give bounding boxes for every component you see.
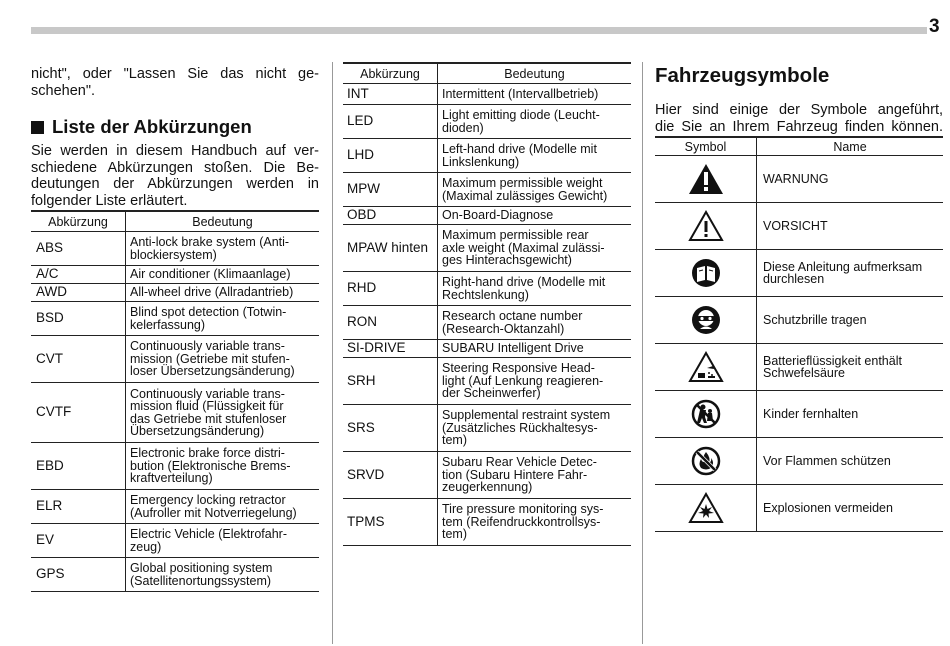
meaning-cell — [438, 499, 632, 546]
abbr-cell: AWD — [31, 284, 126, 302]
table-row — [31, 336, 319, 383]
meaning-cell — [438, 405, 632, 452]
table-row — [343, 225, 631, 272]
meaning-line: Light emitting diode (Leucht- — [442, 108, 600, 122]
table-row — [31, 232, 319, 266]
meaning-line: (Zusätzliches Rückhaltesys- — [442, 420, 598, 435]
abbr-cell: GPS — [31, 558, 126, 592]
abbr-cell: EV — [31, 524, 126, 558]
meaning-line: Continuously variable trans- — [130, 386, 285, 401]
abbr-intro-paragraph: Sie werden in diesem Handbuch auf ver- schiedene Abkürzungen stoßen. Die Be- deutungen der Abkürzungen werden in folgender Liste erläutert. — [31, 143, 319, 209]
table-row — [343, 405, 631, 452]
meaning-line: (Satellitenortungssystem) — [130, 573, 272, 588]
meaning-line: bution (Elektronische Brems- — [130, 458, 291, 473]
meaning-line: der Scheinwerfer) — [442, 386, 541, 401]
symbol-name-cell — [757, 485, 944, 532]
meaning-line: light (Auf Lenkung reagieren- — [442, 373, 604, 388]
symbols-heading: Fahrzeugsymbole — [655, 64, 830, 87]
meaning-cell — [438, 139, 632, 173]
meaning-cell — [126, 232, 320, 266]
meaning-line: Subaru Rear Vehicle Detec- — [442, 455, 597, 470]
meaning-line: Maximum permissible rear — [442, 228, 589, 243]
name-header: Name — [757, 137, 944, 156]
symbol-name-cell — [757, 297, 944, 344]
table-row — [343, 358, 631, 405]
meaning-cell — [126, 383, 320, 443]
meaning-line: Continuously variable trans- — [130, 339, 285, 354]
symbol-name-cell — [757, 156, 944, 203]
warning-filled-icon — [655, 156, 757, 203]
meaning-cell — [126, 302, 320, 336]
table-row — [31, 302, 319, 336]
meaning-line: Steering Responsive Head- — [442, 361, 595, 376]
meaning-line: Left-hand drive (Modelle mit — [442, 142, 597, 156]
abbr-cell: BSD — [31, 302, 126, 336]
abbr-cell: SRVD — [343, 452, 438, 499]
symbols-intro-paragraph: Hier sind einige der Symbole angeführt, die Sie an Ihrem Fahrzeug finden können. — [655, 102, 943, 135]
abbr-cell: LHD — [343, 139, 438, 173]
column-2 — [343, 62, 631, 546]
page-number: 3 — [929, 16, 940, 37]
symbol-name-line: Schwefelsäure — [763, 366, 845, 380]
symbol-name-line: Batterieflüssigkeit enthält — [763, 353, 902, 368]
abbr-cell: INT — [343, 84, 438, 105]
symbol-header: Symbol — [655, 137, 757, 156]
heading-square-icon — [31, 121, 44, 134]
meaning-line: On-Board-Diagnose — [442, 208, 554, 223]
abbr-cell: OBD — [343, 207, 438, 225]
no-flames-icon — [655, 438, 757, 485]
table-row — [343, 340, 631, 358]
table-row — [31, 490, 319, 524]
meaning-line: das Getriebe mit stufenloser — [130, 411, 287, 426]
explosion-icon — [655, 485, 757, 532]
symbol-row — [655, 344, 943, 391]
column-1 — [31, 66, 319, 592]
table-row — [343, 173, 631, 207]
abbr-cell: A/C — [31, 266, 126, 284]
read-manual-icon — [655, 250, 757, 297]
abbr-cell: EBD — [31, 443, 126, 490]
column-3 — [655, 64, 943, 532]
meaning-line: kelerfassung) — [130, 317, 206, 332]
meaning-header: Bedeutung — [438, 63, 632, 84]
symbol-name-line: durchlesen — [763, 272, 825, 286]
intro-paragraph: nicht", oder "Lassen Sie das nicht ge- schehen". — [31, 66, 319, 99]
meaning-cell — [438, 207, 632, 225]
abbr-cell: SI-DRIVE — [343, 340, 438, 358]
header-rule — [31, 27, 927, 34]
symbol-name-line: Diese Anleitung aufmerksam — [763, 259, 923, 274]
meaning-line: (Aufroller mit Notverriegelung) — [130, 505, 297, 520]
symbol-name-line: WARNUNG — [763, 171, 829, 186]
meaning-line: Rechtslenkung) — [442, 287, 529, 302]
safety-goggles-icon — [655, 297, 757, 344]
meaning-cell — [438, 452, 632, 499]
meaning-line: tion (Subaru Hintere Fahr- — [442, 467, 588, 482]
abbr-cell: MPW — [343, 173, 438, 207]
symbol-name-cell — [757, 344, 944, 391]
abbr-cell: CVTF — [31, 383, 126, 443]
meaning-line: tem (Reifendruckkontrollsys- — [442, 514, 601, 529]
abbr-header: Abkürzung — [343, 63, 438, 84]
meaning-line: (Maximal zulässiges Gewicht) — [442, 188, 608, 203]
table-row — [31, 524, 319, 558]
abbr-section-heading: Liste der Abkürzungen — [31, 116, 319, 138]
meaning-line: Global positioning system — [130, 561, 273, 575]
column-divider-1 — [332, 62, 333, 644]
table-row — [343, 139, 631, 173]
meaning-line: kraftverteilung) — [130, 471, 213, 486]
symbol-name-cell — [757, 250, 944, 297]
table-row — [31, 284, 319, 302]
meaning-line: tem) — [442, 527, 467, 542]
keep-children-away-icon — [655, 391, 757, 438]
abbr-cell: ABS — [31, 232, 126, 266]
meaning-line: loser Übersetzungsänderung) — [130, 364, 295, 379]
symbol-row — [655, 391, 943, 438]
meaning-line: Air conditioner (Klimaanlage) — [130, 267, 291, 282]
symbol-name-line: VORSICHT — [763, 218, 828, 233]
meaning-line: zeug) — [130, 539, 162, 554]
meaning-line: Übersetzungsänderung) — [130, 424, 265, 438]
abbreviation-table-2 — [343, 62, 631, 546]
abbr-cell: SRS — [343, 405, 438, 452]
symbol-name-line: Schutzbrille tragen — [763, 312, 867, 327]
symbol-name-cell — [757, 203, 944, 250]
symbols-table — [655, 136, 943, 532]
meaning-line: All-wheel drive (Allradantrieb) — [130, 285, 294, 300]
abbreviation-table-1 — [31, 210, 319, 592]
meaning-cell — [438, 306, 632, 340]
meaning-line: Electric Vehicle (Elektrofahr- — [130, 527, 288, 541]
abbr-cell: SRH — [343, 358, 438, 405]
table-row — [31, 558, 319, 592]
meaning-line: Supplemental restraint system — [442, 408, 611, 423]
meaning-cell — [126, 524, 320, 558]
symbol-name-cell — [757, 438, 944, 485]
meaning-line: Research octane number — [442, 309, 583, 323]
table-row — [31, 266, 319, 284]
meaning-cell — [438, 84, 632, 105]
meaning-cell — [438, 340, 632, 358]
meaning-header: Bedeutung — [126, 211, 320, 232]
meaning-line: Emergency locking retractor — [130, 493, 286, 507]
table-row — [343, 105, 631, 139]
abbr-cell: MPAW hinten — [343, 225, 438, 272]
table-row — [343, 272, 631, 306]
battery-acid-icon — [655, 344, 757, 391]
table-row — [343, 452, 631, 499]
symbol-row — [655, 438, 943, 485]
symbol-row — [655, 485, 943, 532]
abbr-cell: RON — [343, 306, 438, 340]
symbol-row — [655, 203, 943, 250]
meaning-line: ges Hinterachsgewicht) — [442, 253, 572, 268]
symbol-name-line: Vor Flammen schützen — [763, 453, 891, 468]
meaning-cell — [126, 266, 320, 284]
column-divider-2 — [642, 62, 643, 644]
meaning-cell — [126, 284, 320, 302]
meaning-line: Blind spot detection (Totwin- — [130, 305, 287, 319]
meaning-cell — [126, 443, 320, 490]
table-row — [343, 207, 631, 225]
meaning-line: dioden) — [442, 120, 484, 135]
meaning-line: zeugerkennung) — [442, 480, 533, 495]
meaning-line: Right-hand drive (Modelle mit — [442, 275, 606, 289]
symbol-row — [655, 297, 943, 344]
meaning-line: axle weight (Maximal zulässi- — [442, 240, 605, 255]
meaning-cell — [438, 358, 632, 405]
symbol-row — [655, 156, 943, 203]
meaning-line: Anti-lock brake system (Anti- — [130, 235, 290, 249]
meaning-cell — [438, 105, 632, 139]
meaning-line: Maximum permissible weight — [442, 176, 603, 190]
abbr-cell: ELR — [31, 490, 126, 524]
meaning-cell — [126, 490, 320, 524]
table-row — [343, 84, 631, 105]
symbol-row — [655, 250, 943, 297]
meaning-cell — [438, 225, 632, 272]
abbr-cell: TPMS — [343, 499, 438, 546]
meaning-line: (Research-Oktanzahl) — [442, 321, 565, 336]
meaning-line: Tire pressure monitoring sys- — [442, 502, 604, 517]
meaning-line: Electronic brake force distri- — [130, 446, 285, 461]
meaning-line: Linkslenkung) — [442, 154, 520, 169]
meaning-line: blockiersystem) — [130, 247, 217, 262]
table-row — [343, 499, 631, 546]
meaning-line: mission (Getriebe mit stufen- — [130, 351, 290, 366]
table-row — [31, 383, 319, 443]
table-row — [343, 306, 631, 340]
meaning-cell — [438, 272, 632, 306]
symbol-name-cell — [757, 391, 944, 438]
abbr-cell: RHD — [343, 272, 438, 306]
meaning-line: Intermittent (Intervallbetrieb) — [442, 86, 599, 101]
meaning-cell — [438, 173, 632, 207]
meaning-cell — [126, 558, 320, 592]
caution-outline-icon — [655, 203, 757, 250]
symbol-name-line: Kinder fernhalten — [763, 406, 859, 421]
abbr-cell: LED — [343, 105, 438, 139]
meaning-line: mission fluid (Flüssigkeit für — [130, 399, 284, 413]
table-row — [31, 443, 319, 490]
abbr-cell: CVT — [31, 336, 126, 383]
meaning-line: SUBARU Intelligent Drive — [442, 341, 584, 356]
meaning-line: tem) — [442, 433, 467, 448]
meaning-cell — [126, 336, 320, 383]
abbr-header: Abkürzung — [31, 211, 126, 232]
symbol-name-line: Explosionen vermeiden — [763, 500, 893, 515]
